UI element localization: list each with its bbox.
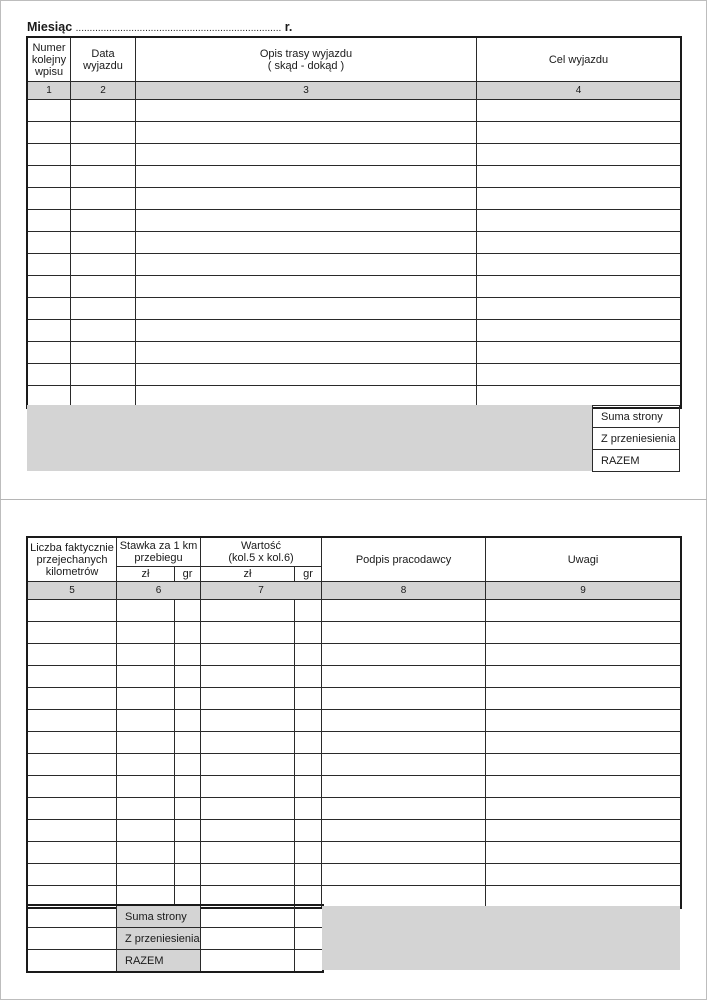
entry-cell[interactable] [477, 210, 681, 232]
entry-cell[interactable] [477, 100, 681, 122]
entry-cell[interactable] [28, 232, 71, 254]
entry-cell[interactable] [486, 732, 681, 754]
entry-cell[interactable] [477, 122, 681, 144]
entry-cell[interactable] [28, 166, 71, 188]
entry-cell[interactable] [175, 864, 201, 886]
sum-gr-cell[interactable] [295, 906, 323, 928]
top-sum-table [592, 405, 680, 472]
header-value [201, 538, 322, 567]
entry-cell[interactable] [28, 622, 117, 644]
entry-cell[interactable] [28, 100, 71, 122]
entry-cell[interactable] [486, 864, 681, 886]
sum-gr-cell[interactable] [295, 950, 323, 972]
entry-cell[interactable] [28, 600, 117, 622]
table-row [28, 644, 681, 666]
entry-cell[interactable] [201, 864, 295, 886]
entry-cell[interactable] [486, 688, 681, 710]
header-trip-date [71, 38, 136, 82]
entry-cell[interactable] [28, 298, 71, 320]
table-row [28, 688, 681, 710]
entry-cell[interactable] [71, 320, 136, 342]
table-row [28, 122, 681, 144]
entry-cell[interactable] [28, 776, 117, 798]
header-remarks [486, 538, 681, 582]
entry-cell[interactable] [477, 166, 681, 188]
entry-cell[interactable] [28, 864, 117, 886]
bottom-gray-area [322, 906, 680, 970]
entry-cell[interactable] [117, 622, 175, 644]
entry-cell[interactable] [28, 842, 117, 864]
entry-cell[interactable] [201, 732, 295, 754]
entry-cell[interactable] [71, 298, 136, 320]
entry-cell[interactable] [175, 732, 201, 754]
sum-zl-cell[interactable] [201, 906, 295, 928]
mileage-table [27, 537, 681, 908]
table-row [28, 166, 681, 188]
entry-cell[interactable] [28, 732, 117, 754]
table-row [28, 710, 681, 732]
entry-cell[interactable] [28, 754, 117, 776]
table-row [28, 232, 681, 254]
entry-cell[interactable] [71, 232, 136, 254]
entry-cell[interactable] [175, 600, 201, 622]
entry-cell[interactable] [136, 166, 477, 188]
entry-cell[interactable] [322, 754, 486, 776]
entry-cell[interactable] [28, 320, 71, 342]
header-text: kolejny [31, 53, 67, 66]
table-row [28, 254, 681, 276]
entry-cell[interactable] [295, 732, 322, 754]
table-row [28, 298, 681, 320]
column-number: 1 [28, 82, 71, 100]
blank-cell [28, 928, 117, 950]
entry-cell[interactable] [295, 644, 322, 666]
entry-cell[interactable] [175, 688, 201, 710]
entry-cell[interactable] [28, 820, 117, 842]
header-text: (kol.5 x kol.6) [228, 552, 294, 564]
entry-cell[interactable] [486, 754, 681, 776]
header-text: Uwagi [567, 553, 599, 566]
header-text: Opis trasy wyjazdu [259, 47, 353, 60]
blank-cell [28, 950, 117, 972]
entry-cell[interactable] [71, 254, 136, 276]
header-text: Cel wyjazdu [548, 53, 609, 66]
entry-cell[interactable] [201, 710, 295, 732]
column-number: 2 [71, 82, 136, 100]
entry-cell[interactable] [28, 364, 71, 386]
month-heading [27, 20, 292, 34]
entry-cell[interactable] [295, 710, 322, 732]
header-trip-purpose [477, 38, 681, 82]
bottom-sum-table [27, 905, 323, 972]
entry-cell[interactable] [136, 298, 477, 320]
entry-cell[interactable] [117, 754, 175, 776]
entry-cell[interactable] [322, 776, 486, 798]
entry-cell[interactable] [175, 666, 201, 688]
entry-cell[interactable] [295, 776, 322, 798]
entry-cell[interactable] [322, 666, 486, 688]
trip-rows [28, 100, 681, 408]
header-route-description [136, 38, 477, 82]
entry-cell[interactable] [322, 886, 486, 908]
entry-cell[interactable] [117, 666, 175, 688]
column-number: 6 [117, 582, 201, 600]
entry-cell[interactable] [295, 820, 322, 842]
entry-cell[interactable] [136, 320, 477, 342]
entry-cell[interactable] [201, 644, 295, 666]
column-number-row [28, 582, 681, 600]
entry-cell[interactable] [71, 364, 136, 386]
entry-cell[interactable] [136, 232, 477, 254]
entry-cell[interactable] [477, 276, 681, 298]
entry-cell[interactable] [71, 276, 136, 298]
header-text: przebiegu [134, 552, 183, 564]
entry-cell[interactable] [486, 622, 681, 644]
entry-cell[interactable] [71, 210, 136, 232]
entry-cell[interactable] [295, 842, 322, 864]
column-number: 3 [136, 82, 477, 100]
entry-cell[interactable] [136, 122, 477, 144]
entry-cell[interactable] [295, 864, 322, 886]
table-row [28, 364, 681, 386]
table-row [28, 100, 681, 122]
top-gray-area [27, 405, 592, 471]
entry-cell[interactable] [201, 622, 295, 644]
table-row [28, 188, 681, 210]
entry-cell[interactable] [486, 644, 681, 666]
entry-cell[interactable] [295, 600, 322, 622]
year-suffix: r. [284, 20, 293, 34]
table-row [28, 600, 681, 622]
entry-cell[interactable] [295, 798, 322, 820]
entry-cell[interactable] [117, 710, 175, 732]
table-row [28, 754, 681, 776]
entry-cell[interactable] [117, 864, 175, 886]
entry-cell[interactable] [117, 820, 175, 842]
page-sum-label: Suma strony [593, 406, 680, 428]
entry-cell[interactable] [28, 122, 71, 144]
entry-cell[interactable] [136, 254, 477, 276]
entry-cell[interactable] [477, 144, 681, 166]
entry-cell[interactable] [201, 776, 295, 798]
page-divider [0, 499, 707, 500]
entry-cell[interactable] [322, 688, 486, 710]
header-row [28, 538, 681, 567]
table-row [28, 342, 681, 364]
entry-cell[interactable] [322, 820, 486, 842]
column-number: 7 [201, 582, 322, 600]
entry-cell[interactable] [486, 710, 681, 732]
entry-cell[interactable] [201, 820, 295, 842]
entry-cell[interactable] [201, 688, 295, 710]
entry-cell[interactable] [486, 842, 681, 864]
entry-cell[interactable] [486, 666, 681, 688]
header-text: wyjazdu [83, 59, 123, 72]
entry-cell[interactable] [175, 842, 201, 864]
entry-cell[interactable] [486, 600, 681, 622]
entry-cell[interactable] [175, 820, 201, 842]
entry-cell[interactable] [136, 210, 477, 232]
total-label: RAZEM [593, 450, 680, 472]
entry-cell[interactable] [201, 754, 295, 776]
entry-cell[interactable] [136, 188, 477, 210]
total-label: RAZEM [117, 950, 201, 972]
entry-cell[interactable] [117, 688, 175, 710]
header-text: kilometrów [45, 565, 99, 578]
entry-cell[interactable] [136, 342, 477, 364]
entry-cell[interactable] [322, 600, 486, 622]
currency-zl: zł [201, 567, 295, 582]
entry-cell[interactable] [136, 364, 477, 386]
header-employer-signature [322, 538, 486, 582]
column-number-row [28, 82, 681, 100]
header-text: Data [91, 47, 115, 60]
entry-cell[interactable] [175, 622, 201, 644]
mileage-rows [28, 600, 681, 908]
entry-cell[interactable] [486, 820, 681, 842]
trip-log-table [27, 37, 681, 408]
currency-gr: gr [295, 567, 322, 582]
entry-cell[interactable] [477, 254, 681, 276]
entry-cell[interactable] [28, 188, 71, 210]
header-text: Wartość [241, 540, 281, 552]
entry-cell[interactable] [28, 210, 71, 232]
table-row [28, 210, 681, 232]
entry-cell[interactable] [71, 100, 136, 122]
table-row [28, 732, 681, 754]
entry-cell[interactable] [175, 776, 201, 798]
entry-cell[interactable] [486, 886, 681, 908]
table-row [28, 776, 681, 798]
entry-cell[interactable] [322, 622, 486, 644]
entry-cell[interactable] [477, 298, 681, 320]
entry-cell[interactable] [28, 342, 71, 364]
entry-cell[interactable] [71, 122, 136, 144]
column-number: 8 [322, 582, 486, 600]
currency-gr: gr [175, 567, 201, 582]
entry-cell[interactable] [136, 100, 477, 122]
entry-cell[interactable] [295, 754, 322, 776]
entry-cell[interactable] [295, 688, 322, 710]
entry-cell[interactable] [477, 232, 681, 254]
entry-cell[interactable] [117, 798, 175, 820]
table-row [28, 320, 681, 342]
entry-cell[interactable] [71, 166, 136, 188]
entry-cell[interactable] [477, 320, 681, 342]
entry-cell[interactable] [486, 776, 681, 798]
entry-cell[interactable] [322, 864, 486, 886]
entry-cell[interactable] [28, 644, 117, 666]
entry-cell[interactable] [28, 688, 117, 710]
entry-cell[interactable] [71, 188, 136, 210]
entry-cell[interactable] [322, 842, 486, 864]
entry-cell[interactable] [28, 710, 117, 732]
sum-zl-cell[interactable] [201, 950, 295, 972]
entry-cell[interactable] [175, 754, 201, 776]
header-km-driven [28, 538, 117, 582]
column-number: 4 [477, 82, 681, 100]
entry-cell[interactable] [322, 798, 486, 820]
entry-cell[interactable] [295, 622, 322, 644]
entry-cell[interactable] [117, 600, 175, 622]
carried-over-label: Z przeniesienia [117, 928, 201, 950]
entry-cell[interactable] [175, 798, 201, 820]
header-text: Numer [32, 41, 66, 54]
sum-gr-cell[interactable] [295, 928, 323, 950]
entry-cell[interactable] [136, 276, 477, 298]
entry-cell[interactable] [175, 644, 201, 666]
header-text: Podpis pracodawcy [355, 553, 452, 566]
header-text: przejechanych [36, 553, 108, 566]
entry-cell[interactable] [477, 188, 681, 210]
table-row [28, 820, 681, 842]
column-number: 9 [486, 582, 681, 600]
entry-cell[interactable] [477, 342, 681, 364]
entry-cell[interactable] [322, 732, 486, 754]
entry-cell[interactable] [295, 666, 322, 688]
entry-cell[interactable] [175, 710, 201, 732]
entry-cell[interactable] [117, 732, 175, 754]
blank-cell [28, 906, 117, 928]
entry-cell[interactable] [117, 644, 175, 666]
table-row [28, 144, 681, 166]
table-row [28, 276, 681, 298]
entry-cell[interactable] [201, 842, 295, 864]
month-fill-line[interactable]: .......................................................................... [75, 23, 282, 34]
entry-cell[interactable] [28, 144, 71, 166]
entry-cell[interactable] [322, 644, 486, 666]
entry-cell[interactable] [28, 666, 117, 688]
column-number: 5 [28, 582, 117, 600]
page-sum-label: Suma strony [117, 906, 201, 928]
table-row [28, 622, 681, 644]
header-text: wpisu [34, 65, 64, 78]
entry-cell[interactable] [477, 364, 681, 386]
entry-cell[interactable] [28, 254, 71, 276]
entry-cell[interactable] [28, 276, 71, 298]
currency-zl: zł [117, 567, 175, 582]
month-label: Miesiąc [27, 20, 73, 34]
entry-cell[interactable] [117, 842, 175, 864]
entry-cell[interactable] [136, 144, 477, 166]
header-row [28, 38, 681, 82]
table-row [28, 798, 681, 820]
header-entry-number [28, 38, 71, 82]
entry-cell[interactable] [201, 666, 295, 688]
entry-cell[interactable] [117, 776, 175, 798]
entry-cell[interactable] [201, 600, 295, 622]
sum-zl-cell[interactable] [201, 928, 295, 950]
header-text: Stawka za 1 km [119, 540, 198, 552]
entry-cell[interactable] [71, 144, 136, 166]
carried-over-label: Z przeniesienia [593, 428, 680, 450]
entry-cell[interactable] [28, 798, 117, 820]
entry-cell[interactable] [486, 798, 681, 820]
entry-cell[interactable] [201, 798, 295, 820]
entry-cell[interactable] [322, 710, 486, 732]
header-text: ( skąd - dokąd ) [267, 59, 345, 72]
header-text: Liczba faktycznie [30, 541, 114, 554]
entry-cell[interactable] [71, 342, 136, 364]
header-rate-per-km [117, 538, 201, 567]
table-row [28, 666, 681, 688]
table-row [28, 842, 681, 864]
table-row [28, 864, 681, 886]
